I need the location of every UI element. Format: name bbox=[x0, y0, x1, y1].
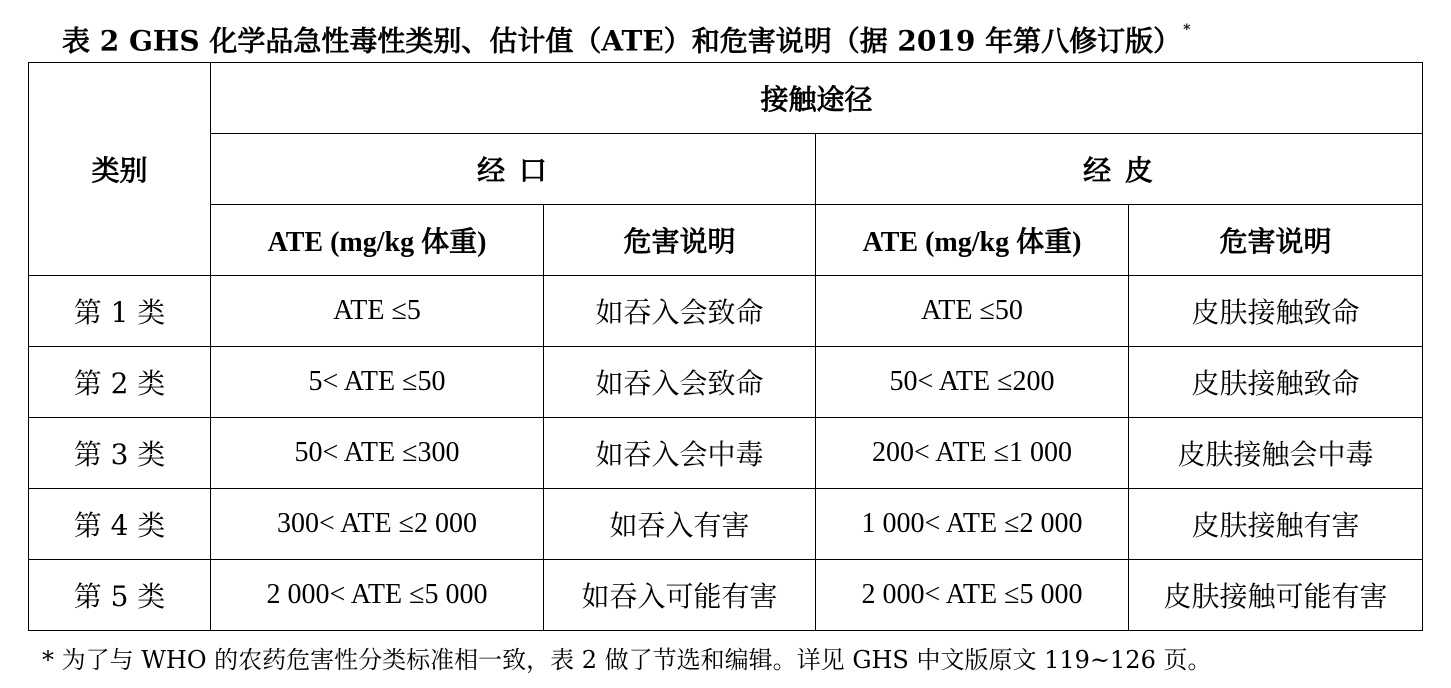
oral-hazard-cell: 如吞入可能有害 bbox=[544, 560, 816, 631]
oral-hazard-cell: 如吞入会致命 bbox=[544, 347, 816, 418]
header-dermal: 经 皮 bbox=[816, 134, 1423, 205]
table-title-text: 表 2 GHS 化学品急性毒性类别、估计值（ATE）和危害说明（据 2019 年第八修订版） bbox=[62, 24, 1182, 58]
header-dermal-hazard: 危害说明 bbox=[1129, 205, 1423, 276]
header-row-routes bbox=[29, 134, 1423, 205]
table-row bbox=[29, 418, 1423, 489]
oral-hazard-cell: 如吞入会致命 bbox=[544, 276, 816, 347]
dermal-ate-cell: 2 000< ATE ≤5 000 bbox=[816, 560, 1129, 631]
category-cell: 第 3 类 bbox=[29, 418, 211, 489]
title-footnote-marker: * bbox=[1183, 22, 1191, 38]
oral-ate-cell: 2 000< ATE ≤5 000 bbox=[211, 560, 544, 631]
header-row-columns bbox=[29, 205, 1423, 276]
dermal-hazard-cell: 皮肤接触有害 bbox=[1129, 489, 1423, 560]
table-row bbox=[29, 276, 1423, 347]
dermal-hazard-cell: 皮肤接触致命 bbox=[1129, 276, 1423, 347]
header-route: 接触途径 bbox=[211, 63, 1423, 134]
category-cell: 第 2 类 bbox=[29, 347, 211, 418]
oral-hazard-cell: 如吞入会中毒 bbox=[544, 418, 816, 489]
header-dermal-ate: ATE (mg/kg 体重) bbox=[816, 205, 1129, 276]
header-category: 类别 bbox=[29, 63, 211, 276]
category-cell: 第 1 类 bbox=[29, 276, 211, 347]
header-oral-hazard: 危害说明 bbox=[544, 205, 816, 276]
header-oral: 经 口 bbox=[211, 134, 816, 205]
dermal-ate-cell: ATE ≤50 bbox=[816, 276, 1129, 347]
ghs-acute-toxicity-table bbox=[28, 62, 1423, 631]
table-footnote: * 为了与 WHO 的农药危害性分类标准相一致，表 2 做了节选和编辑。详见 GHS 中文版原文 119~126 页。 bbox=[42, 646, 1212, 674]
dermal-ate-cell: 200< ATE ≤1 000 bbox=[816, 418, 1129, 489]
header-oral-ate: ATE (mg/kg 体重) bbox=[211, 205, 544, 276]
oral-hazard-cell: 如吞入有害 bbox=[544, 489, 816, 560]
header-row-route bbox=[29, 63, 1423, 134]
table-row bbox=[29, 489, 1423, 560]
oral-ate-cell: 300< ATE ≤2 000 bbox=[211, 489, 544, 560]
oral-ate-cell: 5< ATE ≤50 bbox=[211, 347, 544, 418]
table-row bbox=[29, 560, 1423, 631]
category-cell: 第 5 类 bbox=[29, 560, 211, 631]
table-title bbox=[62, 14, 1190, 58]
dermal-ate-cell: 50< ATE ≤200 bbox=[816, 347, 1129, 418]
oral-ate-cell: 50< ATE ≤300 bbox=[211, 418, 544, 489]
oral-ate-cell: ATE ≤5 bbox=[211, 276, 544, 347]
dermal-hazard-cell: 皮肤接触可能有害 bbox=[1129, 560, 1423, 631]
table-row bbox=[29, 347, 1423, 418]
dermal-ate-cell: 1 000< ATE ≤2 000 bbox=[816, 489, 1129, 560]
dermal-hazard-cell: 皮肤接触致命 bbox=[1129, 347, 1423, 418]
dermal-hazard-cell: 皮肤接触会中毒 bbox=[1129, 418, 1423, 489]
category-cell: 第 4 类 bbox=[29, 489, 211, 560]
